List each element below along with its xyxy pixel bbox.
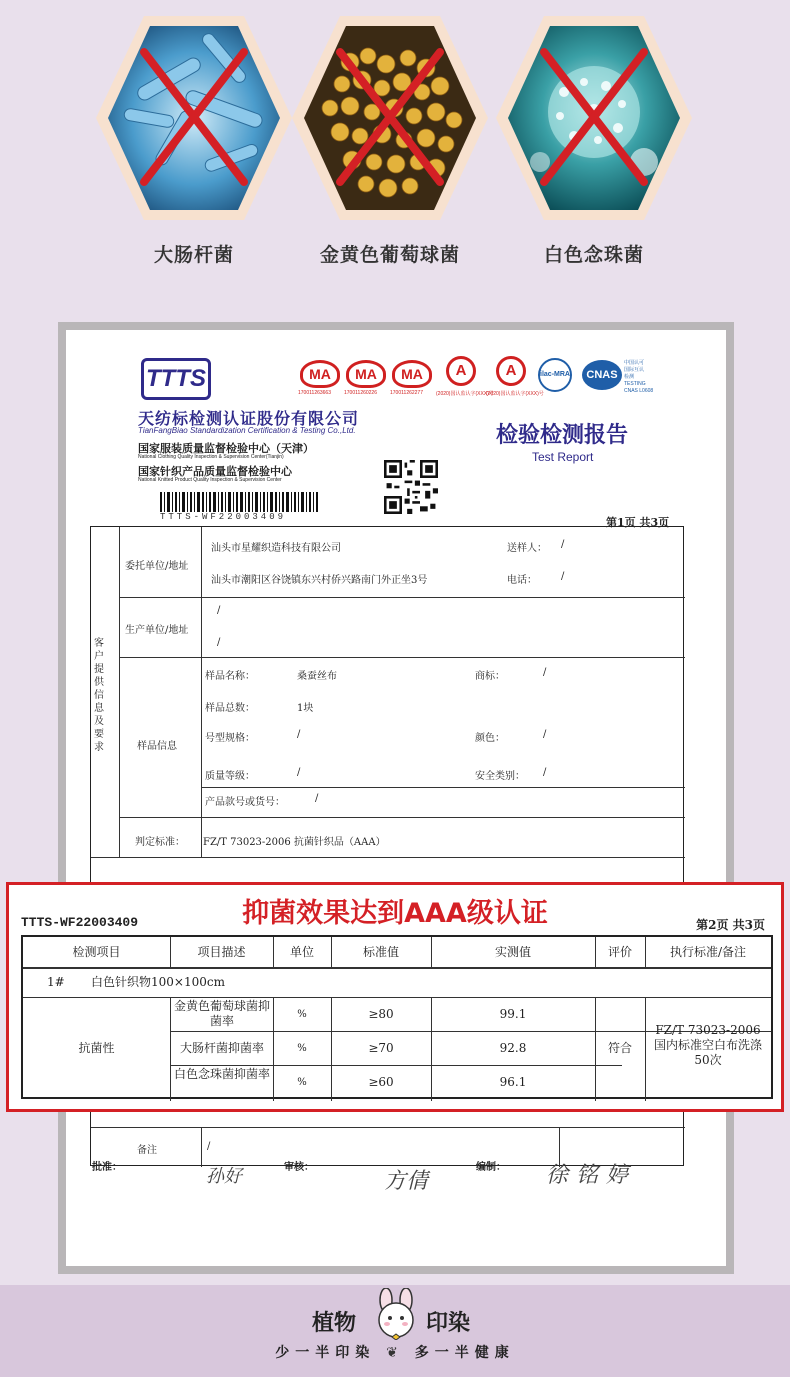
judge-value: FZ/T 73023-2006 抗菌针织品（AAA） — [203, 837, 386, 848]
grade-label: 质量等级： — [205, 771, 255, 782]
cma-seal-icon: MA — [300, 360, 340, 388]
model-label: 号型规格： — [205, 733, 255, 744]
header-standard-note: 执行标准/备注 — [669, 945, 747, 959]
color-label: 颜色： — [475, 733, 505, 744]
producer-value: / — [217, 605, 221, 616]
sample-name-label: 样品名称： — [205, 671, 255, 682]
client-address: 汕头市潮阳区谷饶镇东兴村侨兴路南门外正坐3号 — [211, 575, 428, 586]
standard-note: FZ/T 73023-2006 国内标准空白布洗涤50次 — [653, 1023, 762, 1067]
header-measured: 实测值 — [494, 945, 531, 959]
slogan-left: 少一半印染 — [275, 1345, 376, 1361]
review-label: 审核： — [284, 1162, 314, 1173]
row-desc: 金黄色葡萄球菌抑菌率 — [173, 999, 270, 1028]
row-unit: % — [297, 1009, 307, 1020]
cal-seal-icon: A — [496, 356, 526, 386]
trademark-label: 商标： — [475, 671, 505, 682]
client-info-side-label: 客 户 提 供 信 息 及 要 求 — [94, 638, 104, 753]
client-label: 委托单位/地址 — [125, 561, 189, 572]
bunny-mascot-icon — [368, 1288, 424, 1340]
header-unit: 单位 — [289, 945, 314, 959]
company-name-cn: 天纺标检测认证股份有限公司 — [138, 409, 360, 428]
ilac-mra-icon: ilac-MRA — [538, 358, 572, 392]
ttts-logo: TTTS — [141, 358, 211, 400]
center2-en: National Knitted Product Quality Inspection & Supervision Center — [138, 477, 282, 483]
report-frame — [58, 322, 734, 1274]
phone-label: 电话： — [507, 575, 537, 586]
page-indicator: 第1页 共3页 — [606, 516, 670, 529]
approve-label: 批准： — [92, 1162, 122, 1173]
row-standard: ≥80 — [368, 1007, 394, 1021]
candida-label: 白色念珠菌 — [543, 244, 644, 266]
center2-cn: 国家针织产品质量监督检验中心 — [138, 465, 292, 478]
item-no-label: 产品款号或货号： — [205, 797, 285, 808]
cma-seal-icon: MA — [392, 360, 432, 388]
producer-label: 生产单位/地址 — [125, 625, 189, 636]
report-subtitle: Test Report — [532, 450, 594, 464]
slogan-right: 多一半健康 — [414, 1345, 515, 1361]
row-standard: ≥70 — [368, 1041, 394, 1055]
barcode-number: TTTS-WF22003409 — [160, 512, 287, 522]
report-title: 检验检测报告 — [496, 422, 629, 448]
row-desc: 大肠杆菌抑菌率 — [179, 1041, 264, 1055]
candida-hexagon — [494, 12, 694, 224]
cal-number: (2020)国认监认字(XXX)号 — [486, 391, 544, 397]
brand-name-left: 植物 — [312, 1311, 357, 1336]
cma-seal-icon: MA — [346, 360, 386, 388]
compile-signature: 徐铭婷 — [546, 1163, 637, 1188]
remark-label: 备注 — [137, 1145, 157, 1156]
client-name: 汕头市星耀织造科技有限公司 — [211, 543, 341, 554]
sender-value: / — [561, 539, 565, 550]
aaa-certification-title: 抑菌效果达到AAA级认证 — [242, 898, 548, 929]
safety-label: 安全类别： — [475, 771, 525, 782]
sample-name: 桑蚕丝布 — [297, 671, 337, 682]
item-no: / — [315, 793, 319, 804]
sample-count: 1块 — [297, 703, 314, 714]
barcode-icon — [160, 492, 318, 512]
qr-code-icon — [384, 460, 438, 514]
sample-number: 1# — [47, 975, 65, 989]
sample-description: 白色针织物100×100cm — [91, 975, 225, 989]
test-report-page — [66, 330, 726, 1266]
model: / — [297, 729, 301, 740]
cma-number: 170011263663 — [298, 390, 331, 396]
sample-count-label: 样品总数： — [205, 703, 255, 714]
phone-value: / — [561, 571, 565, 582]
row-measured: 99.1 — [499, 1007, 527, 1021]
e-coli-image — [94, 12, 294, 224]
grade: / — [297, 767, 301, 778]
compile-label: 编制： — [476, 1162, 506, 1173]
color: / — [543, 729, 547, 740]
judge-label: 判定标准： — [135, 837, 185, 848]
row-measured: 92.8 — [499, 1041, 527, 1055]
header-desc: 项目描述 — [197, 945, 246, 959]
leaf-icon: ❦ — [386, 1345, 404, 1361]
review-signature: 方倩 — [384, 1169, 429, 1194]
row-measured: 96.1 — [499, 1075, 527, 1089]
bacteria-row — [0, 0, 790, 290]
brand-slogan — [0, 1342, 790, 1362]
row-unit: % — [297, 1077, 307, 1088]
aaa-highlight-panel — [6, 882, 784, 1112]
brand-name-right: 印染 — [426, 1311, 471, 1336]
cal-number: (2020)国认监认字(XXX)号 — [436, 391, 494, 397]
sample-info-label: 样品信息 — [137, 741, 177, 752]
antibacterial-results-table — [21, 935, 773, 1099]
staphylococcus-image — [290, 12, 490, 224]
producer-address: / — [217, 637, 221, 648]
cnas-accreditation-text: 中国认可 国际互认 检测 TESTING CNAS L0608 — [624, 360, 654, 394]
trademark: / — [543, 667, 547, 678]
row-unit: % — [297, 1043, 307, 1054]
cal-seal-icon: A — [446, 356, 476, 386]
staphylococcus-label: 金黄色葡萄球菌 — [319, 244, 460, 266]
e-coli-label: 大肠杆菌 — [153, 244, 234, 266]
staphylococcus-hexagon — [290, 12, 490, 224]
report-code: TTTS-WF22003409 — [21, 915, 139, 930]
test-item: 抗菌性 — [78, 1041, 115, 1055]
e-coli-hexagon — [94, 12, 294, 224]
safety: / — [543, 767, 547, 778]
row-desc: 白色念珠菌抑菌率 — [173, 1067, 270, 1081]
cnas-logo-icon: CNAS — [582, 360, 622, 390]
header-evaluation: 评价 — [607, 945, 632, 959]
header-standard: 标准值 — [362, 945, 399, 959]
sender-label: 送样人： — [507, 543, 547, 554]
evaluation-result: 符合 — [607, 1041, 632, 1055]
approve-signature: 孙好 — [206, 1166, 242, 1187]
header-item: 检测项目 — [72, 945, 121, 959]
row-standard: ≥60 — [368, 1075, 394, 1089]
cma-number: 170011260226 — [344, 390, 377, 396]
company-name-en: TianFangBiao Standardization Certification & Testing Co.,Ltd. — [138, 426, 356, 435]
remark-value: / — [207, 1141, 211, 1152]
center1-en: National Clothing Quality Inspection & Supervision Center(Tianjin) — [138, 454, 284, 460]
center1-cn: 国家服装质量监督检验中心（天津） — [138, 442, 314, 455]
cma-number: 170011262277 — [390, 390, 423, 396]
page-indicator: 第2页 共3页 — [696, 918, 765, 932]
candida-image — [494, 12, 694, 224]
